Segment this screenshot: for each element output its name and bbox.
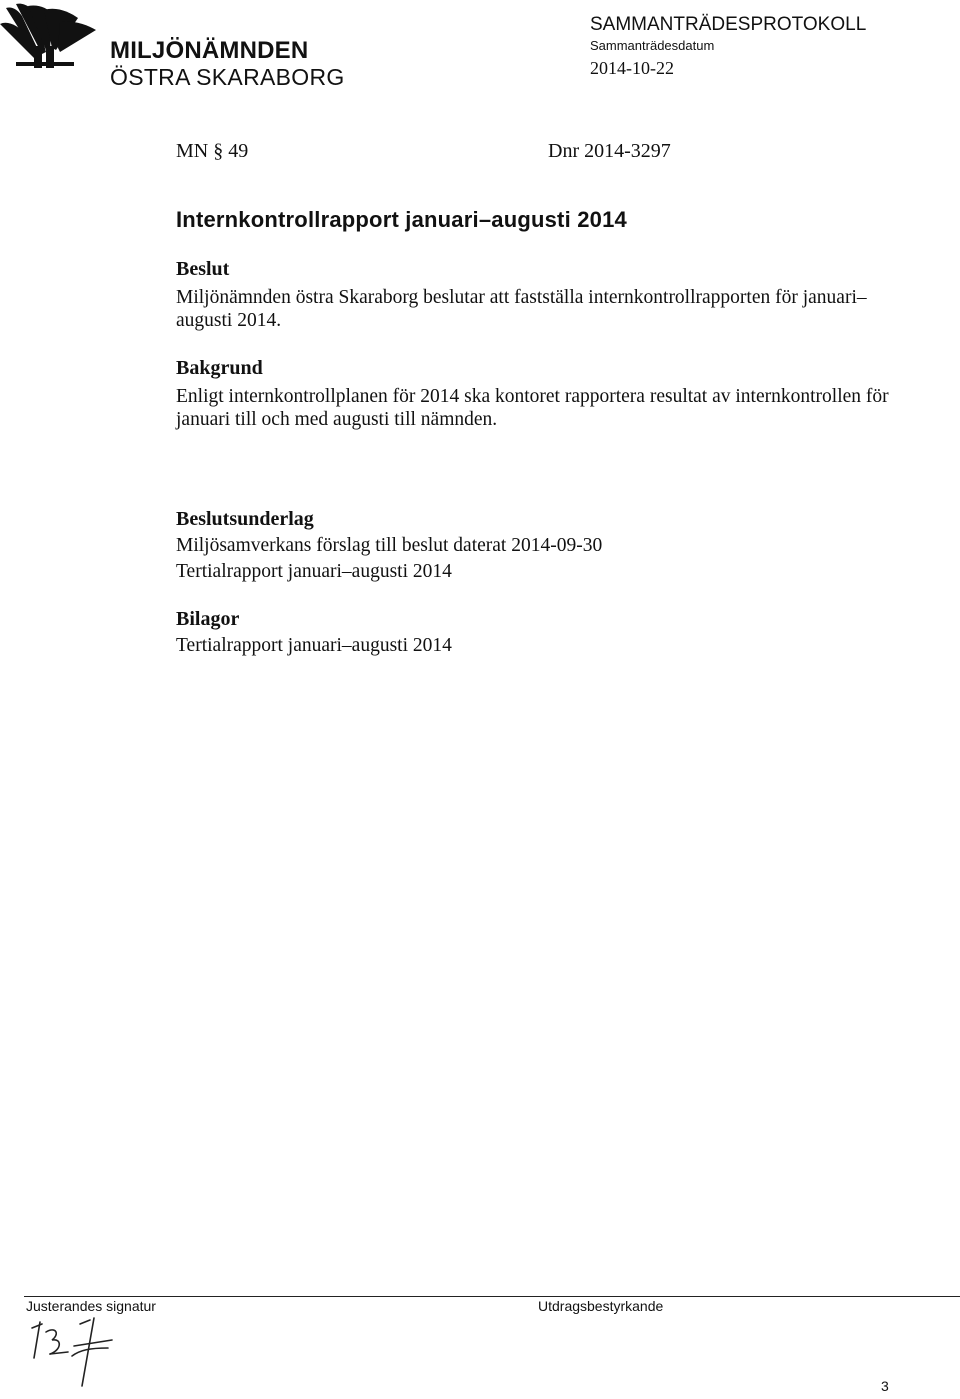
bilagor-item: Tertialrapport januari–augusti 2014 bbox=[176, 635, 452, 656]
document-type: SAMMANTRÄDESPROTOKOLL bbox=[590, 14, 867, 35]
signature-label: Justerandes signatur bbox=[26, 1298, 156, 1314]
section-heading-bakgrund: Bakgrund bbox=[176, 357, 263, 379]
document-title: Internkontrollrapport januari–augusti 2014 bbox=[176, 207, 627, 232]
handwritten-signature bbox=[20, 1310, 180, 1390]
footer-divider bbox=[24, 1296, 960, 1297]
beslutsunderlag-item: Miljösamverkans förslag till beslut daterat 2014-09-30 bbox=[176, 535, 603, 556]
page-number: 3 bbox=[881, 1378, 889, 1394]
paragraph-number: MN § 49 bbox=[176, 140, 249, 162]
org-name-line2: ÖSTRA SKARABORG bbox=[110, 64, 345, 90]
section-text-bakgrund: Enligt internkontrollplanen för 2014 ska kontoret rapportera resultat av internkontrollen för januari till och med augusti till nämnden. bbox=[176, 386, 889, 430]
diary-number: Dnr 2014-3297 bbox=[548, 140, 671, 162]
meeting-date-label: Sammanträdesdatum bbox=[590, 38, 715, 53]
extract-certification-label: Utdragsbestyrkande bbox=[538, 1298, 664, 1314]
beslutsunderlag-item: Tertialrapport januari–augusti 2014 bbox=[176, 561, 452, 582]
section-heading-bilagor: Bilagor bbox=[176, 608, 240, 630]
section-heading-beslutsunderlag: Beslutsunderlag bbox=[176, 508, 314, 530]
trees-logo-icon bbox=[0, 2, 105, 70]
meeting-date-value: 2014-10-22 bbox=[590, 58, 674, 78]
org-name-line1: MILJÖNÄMNDEN bbox=[110, 37, 309, 64]
section-text-beslut: Miljönämnden östra Skaraborg beslutar att fastställa internkontrollrapporten för januari–augusti 2014. bbox=[176, 287, 867, 331]
section-heading-beslut: Beslut bbox=[176, 258, 230, 280]
